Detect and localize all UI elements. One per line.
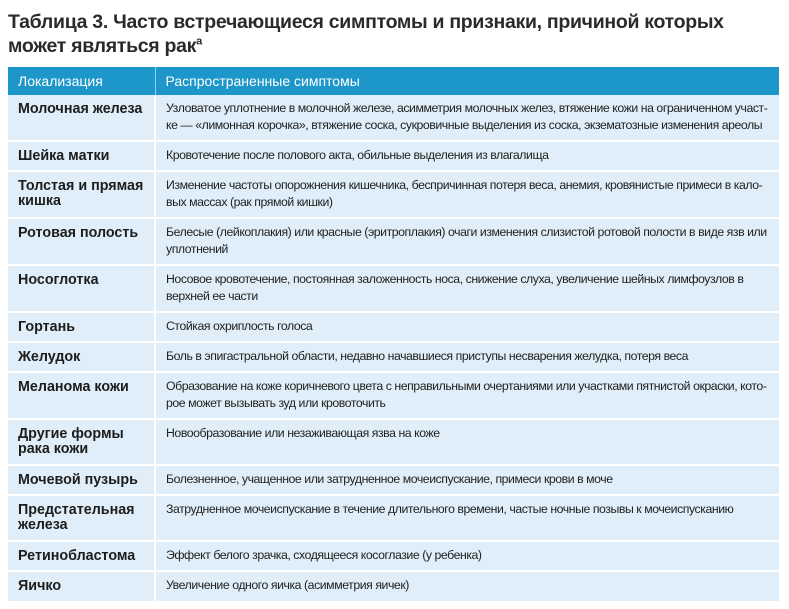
table-row [8,465,779,495]
localization-cell: Носоглотка [8,265,155,312]
table-row [8,141,779,171]
table-row [8,541,779,571]
table-title-text: Таблица 3. Часто встречающиеся симптомы и признаки, причиной которых может являться рак [8,11,724,57]
title-footnote-mark: а [196,35,202,48]
symptoms-cell: Кровотечение после полового акта, обильные выделения из влагалища [155,141,779,171]
localization-cell: Мочевой пузырь [8,465,155,495]
table-row [8,171,779,218]
table-body [8,95,779,602]
table-row [8,342,779,372]
table-row [8,312,779,342]
symptoms-cell: Образование на коже коричневого цвета с неправильными очертаниями или участками пятнистой окраски, кото-рое может вызывать зуд или кровоточить [155,372,779,419]
table-row [8,218,779,265]
localization-cell: Шейка матки [8,141,155,171]
header-row [8,67,779,95]
table-row [8,419,779,465]
table-header [8,67,779,95]
symptoms-cell: Новообразование или незаживающая язва на коже [155,419,779,465]
localization-cell: Толстая и прямая кишка [8,171,155,218]
symptoms-cell: Увеличение одного яичка (асимметрия яичек) [155,571,779,602]
header-localization: Локализация [8,67,155,95]
table-row [8,372,779,419]
localization-cell: Меланома кожи [8,372,155,419]
header-symptoms: Распространенные симптомы [155,67,779,95]
symptoms-cell: Болезненное, учащенное или затрудненное мочеиспускание, примеси крови в моче [155,465,779,495]
symptoms-cell: Эффект белого зрачка, сходящееся косоглазие (у ребенка) [155,541,779,571]
table-title [8,10,783,58]
localization-cell: Яичко [8,571,155,602]
symptoms-cell: Затрудненное мочеиспускание в течение длительного времени, частые ночные позывы к мочеиспусканию [155,495,779,541]
table-row [8,571,779,602]
symptoms-cell: Узловатое уплотнение в молочной железе, асимметрия молочных желез, втяжение кожи на ограниченном участ-ке — «лимонная корочка», втяжение соска, сукровичные выделения из соска, экзематозные изменения ареолы [155,95,779,141]
localization-cell: Ротовая полость [8,218,155,265]
table-row [8,265,779,312]
symptoms-cell: Стойкая охриплость голоса [155,312,779,342]
localization-cell: Другие формы рака кожи [8,419,155,465]
symptoms-cell: Носовое кровотечение, постоянная заложенность носа, снижение слуха, увеличение шейных лимфоузлов в верхней ее части [155,265,779,312]
symptoms-table [8,67,779,603]
symptoms-cell: Изменение частоты опорожнения кишечника, беспричинная потеря веса, анемия, кровянистые примеси в кало-вых массах (рак прямой кишки) [155,171,779,218]
localization-cell: Молочная железа [8,95,155,141]
symptoms-cell: Боль в эпигастральной области, недавно начавшиеся приступы несварения желудка, потеря веса [155,342,779,372]
localization-cell: Гортань [8,312,155,342]
symptoms-cell: Белесые (лейкоплакия) или красные (эритроплакия) очаги изменения слизистой ротовой полости в виде язв или уплотнений [155,218,779,265]
localization-cell: Ретинобластома [8,541,155,571]
table-row [8,95,779,141]
localization-cell: Желудок [8,342,155,372]
table-row [8,495,779,541]
localization-cell: Предстательная железа [8,495,155,541]
